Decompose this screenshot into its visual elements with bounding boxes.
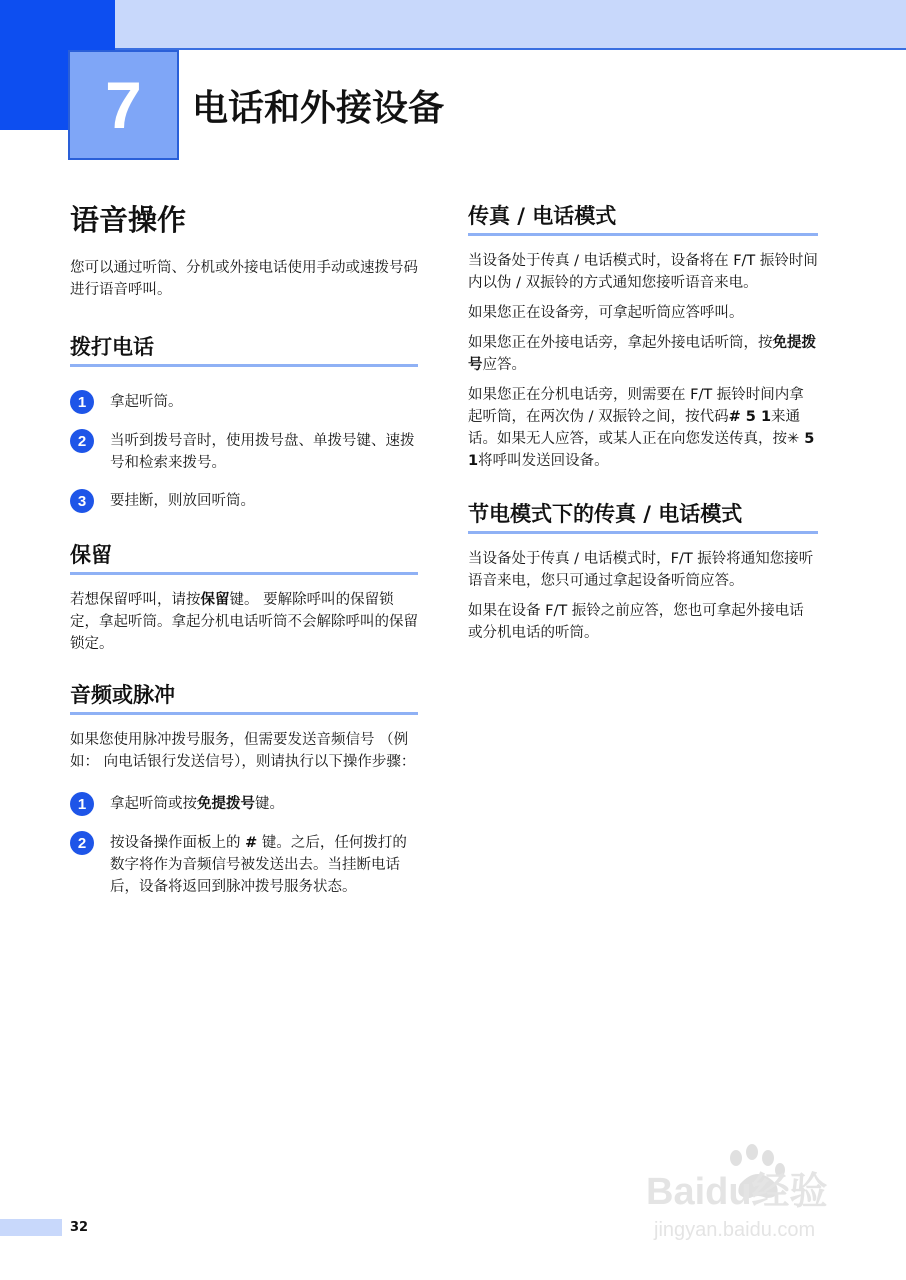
step-number-1: 1 — [70, 792, 94, 816]
hold-text — [70, 589, 418, 655]
watermark-url: jingyan.baidu.com — [654, 1219, 816, 1241]
fax-tel-p4-a: 如果您正在分机电话旁，则需要在 F/T 振铃时间内拿起听筒，在两次伪 / 双振铃之间，按代码 — [468, 387, 804, 425]
tone-step-1-post: 键。 — [255, 796, 284, 812]
hold-text-pre: 若想保留呼叫，请按 — [70, 592, 201, 608]
subheading-tone: 音频或脉冲 — [70, 679, 418, 715]
voice-intro: 您可以通过听筒、分机或外接电话使用手动或速拨号码进行语音呼叫。 — [70, 260, 418, 298]
subheading-dial: 拨打电话 — [70, 331, 418, 367]
watermark-brand: Baidu经验 — [646, 1171, 828, 1213]
dial-step-1-text: 拿起听筒。 — [110, 394, 183, 410]
right-column — [468, 200, 818, 644]
dial-step-2 — [70, 430, 418, 474]
fax-tel-p1: 当设备处于传真 / 电话模式时，设备将在 F/T 振铃时间内以伪 / 双振铃的方式通知您接听语音来电。 — [468, 253, 818, 291]
dial-step-2-text: 当听到拨号音时，使用拨号盘、单拨号键、速拨号和检索来拨号。 — [110, 433, 415, 471]
remote-code-2: ✳ 5 1 — [468, 431, 815, 469]
fax-tel-p4-c: 将呼叫发送回设备。 — [478, 453, 609, 469]
step-number-1: 1 — [70, 390, 94, 414]
left-column — [70, 200, 418, 898]
subheading-power-save: 节电模式下的传真 / 电话模式 — [468, 498, 818, 534]
tone-step-2-pre: 按设备操作面板上的 — [110, 835, 246, 851]
power-save-p1: 当设备处于传真 / 电话模式时，F/T 振铃将通知您接听语音来电，您只可通过拿起设备听筒应答。 — [468, 551, 814, 589]
tone-step-2-post: 键。之后，任何拨打的数字将作为音频信号被发送出去。当挂断电话后，设备将返回到脉冲拨号服务状态。 — [110, 835, 407, 895]
hash-key-label: # — [245, 835, 258, 851]
tone-step-1 — [70, 793, 418, 816]
subheading-fax-tel: 传真 / 电话模式 — [468, 200, 818, 236]
speaker-key-label: 免提拨号 — [197, 796, 255, 812]
chapter-title: 电话和外接设备 — [192, 88, 445, 129]
step-number-2: 2 — [70, 429, 94, 453]
fax-tel-p4-b: 来通话。如果无人应答，或某人正在向您发送传真，按 — [468, 409, 801, 447]
dial-step-1 — [70, 391, 418, 414]
page-tab — [0, 1219, 62, 1236]
step-number-2: 2 — [70, 831, 94, 855]
remote-code-1: # 5 1 — [728, 409, 772, 425]
header-band-light — [115, 0, 906, 48]
tone-intro: 如果您使用脉冲拨号服务，但需要发送音频信号 （例如： 向电话银行发送信号），则请执行以下操作步骤： — [70, 732, 416, 770]
tone-step-2-text — [110, 832, 418, 898]
fax-tel-p3 — [468, 332, 818, 376]
power-save-p2: 如果在设备 F/T 振铃之前应答，您也可拿起外接电话或分机电话的听筒。 — [468, 603, 804, 641]
baidu-watermark-logo — [640, 1140, 860, 1250]
hold-key-label: 保留 — [200, 592, 230, 608]
page-number: 32 — [70, 1220, 89, 1235]
fax-tel-p4 — [468, 384, 818, 472]
fax-tel-p2: 如果您正在设备旁，可拿起听筒应答呼叫。 — [468, 305, 744, 321]
tone-step-2 — [70, 832, 418, 898]
speaker-key-label: 免提拨号 — [468, 335, 816, 373]
dial-step-3 — [70, 490, 418, 513]
header-divider — [115, 48, 906, 50]
tone-step-1-text — [110, 793, 418, 815]
fax-tel-p3-pre: 如果您正在外接电话旁，拿起外接电话听筒，按 — [468, 335, 773, 351]
tone-step-1-pre: 拿起听筒或按 — [110, 796, 197, 812]
chapter-number: 7 — [68, 50, 179, 160]
section-heading-voice: 语音操作 — [70, 203, 187, 237]
subheading-hold: 保留 — [70, 539, 418, 575]
step-number-3: 3 — [70, 489, 94, 513]
fax-tel-p3-post: 应答。 — [482, 357, 526, 373]
hold-text-post: 键。 要解除呼叫的保留锁定，拿起听筒。拿起分机电话听筒不会解除呼叫的保留锁定。 — [70, 592, 418, 652]
dial-step-3-text: 要挂断，则放回听筒。 — [110, 493, 255, 509]
